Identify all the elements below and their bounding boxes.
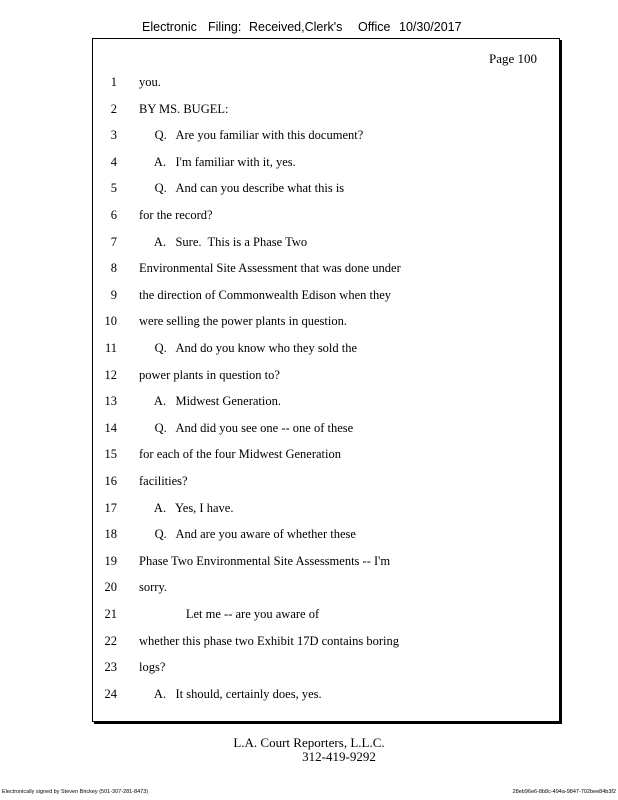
header-electronic: Electronic: [142, 20, 197, 34]
line-number: 11: [104, 341, 117, 355]
line-number: 3: [110, 128, 117, 143]
line-text: BY MS. BUGEL:: [139, 101, 229, 116]
transcript-line: [93, 288, 559, 308]
footer-company: L.A. Court Reporters, L.L.C.: [233, 735, 385, 750]
line-text: for each of the four Midwest Generation: [139, 447, 342, 462]
transcript-page: [92, 38, 560, 722]
footer-phone: 312-419-9292: [302, 749, 376, 764]
line-number: 10: [104, 314, 117, 329]
line-text: Let me -- are you aware of: [139, 607, 320, 621]
line-number: 6: [110, 208, 117, 222]
line-number: 12: [104, 367, 117, 382]
transcript-line: [93, 421, 559, 441]
line-text: for the record?: [139, 208, 213, 222]
line-text: A. Midwest Generation.: [139, 394, 281, 409]
line-text: facilities?: [139, 474, 188, 488]
transcript-line: [93, 607, 559, 627]
line-text: Phase Two Environmental Site Assessments -- I'm: [139, 553, 391, 568]
header-filing: Filing:: [208, 20, 242, 34]
line-text: whether this phase two Exhibit 17D contains boring: [139, 633, 400, 648]
header-received: Received,Clerk's: [249, 20, 343, 34]
transcript-line: [93, 181, 559, 201]
transcript-line: [93, 501, 559, 521]
page-number: Page 100: [488, 51, 537, 66]
transcript-line: [93, 128, 559, 148]
line-number: 8: [110, 261, 117, 276]
transcript-line: [93, 394, 559, 414]
transcript-line: [93, 554, 559, 574]
signature-right: 28eb96e6-8b8c-494a-9847-702bee84b3f2: [512, 789, 616, 795]
line-number: 18: [104, 527, 117, 542]
line-number: 4: [110, 154, 117, 169]
signature-left: Electronically signed by Steven Brickey (501-307-281-8473): [2, 789, 149, 795]
line-text: Q. Are you familiar with this document?: [139, 128, 364, 143]
line-number: 7: [110, 234, 117, 249]
line-text: sorry.: [139, 580, 168, 595]
line-number: 20: [104, 580, 117, 595]
line-text: logs?: [139, 660, 166, 675]
line-number: 19: [104, 553, 117, 568]
line-number: 5: [110, 181, 117, 196]
line-text: Environmental Site Assessment that was done under: [139, 261, 401, 276]
line-number: 13: [104, 394, 117, 409]
transcript-line: [93, 660, 559, 680]
transcript-line: [93, 102, 559, 122]
transcript-line: [93, 634, 559, 654]
transcript-line: [93, 155, 559, 175]
transcript-line: [93, 580, 559, 600]
line-number: 2: [110, 101, 117, 116]
line-number: 17: [104, 500, 117, 515]
transcript-line: [93, 447, 559, 467]
transcript-line: [93, 208, 559, 228]
line-text: were selling the power plants in question.: [139, 314, 347, 329]
line-number: 22: [104, 633, 117, 648]
line-text: Q. And can you describe what this is: [139, 181, 345, 196]
line-number: 24: [104, 686, 117, 701]
line-number: 9: [110, 287, 117, 302]
transcript-line: [93, 368, 559, 388]
transcript-line: [93, 341, 559, 361]
transcript-line: [93, 527, 559, 547]
line-text: you.: [139, 75, 161, 89]
line-number: 15: [104, 447, 117, 462]
line-text: power plants in question to?: [139, 367, 280, 382]
transcript-line: [93, 261, 559, 281]
line-text: A. It should, certainly does, yes.: [139, 686, 322, 701]
line-number: 16: [104, 474, 117, 488]
line-text: the direction of Commonwealth Edison when they: [139, 287, 392, 302]
line-number: 14: [104, 420, 117, 435]
transcript-line: [93, 474, 559, 494]
transcript-line: [93, 75, 559, 95]
line-text: A. I'm familiar with it, yes.: [139, 154, 296, 169]
line-text: A. Sure. This is a Phase Two: [139, 234, 308, 249]
transcript-line: [93, 235, 559, 255]
line-text: A. Yes, I have.: [139, 500, 234, 515]
transcript-line: [93, 314, 559, 334]
line-text: Q. And are you aware of whether these: [139, 527, 356, 542]
header-date: 10/30/2017: [399, 20, 462, 34]
header-office: Office: [358, 20, 391, 34]
line-text: Q. And do you know who they sold the: [139, 341, 358, 355]
line-text: Q. And did you see one -- one of these: [139, 420, 354, 435]
line-number: 21: [104, 607, 117, 621]
transcript-line: [93, 687, 559, 707]
line-number: 23: [104, 660, 117, 675]
line-number: 1: [110, 75, 117, 89]
